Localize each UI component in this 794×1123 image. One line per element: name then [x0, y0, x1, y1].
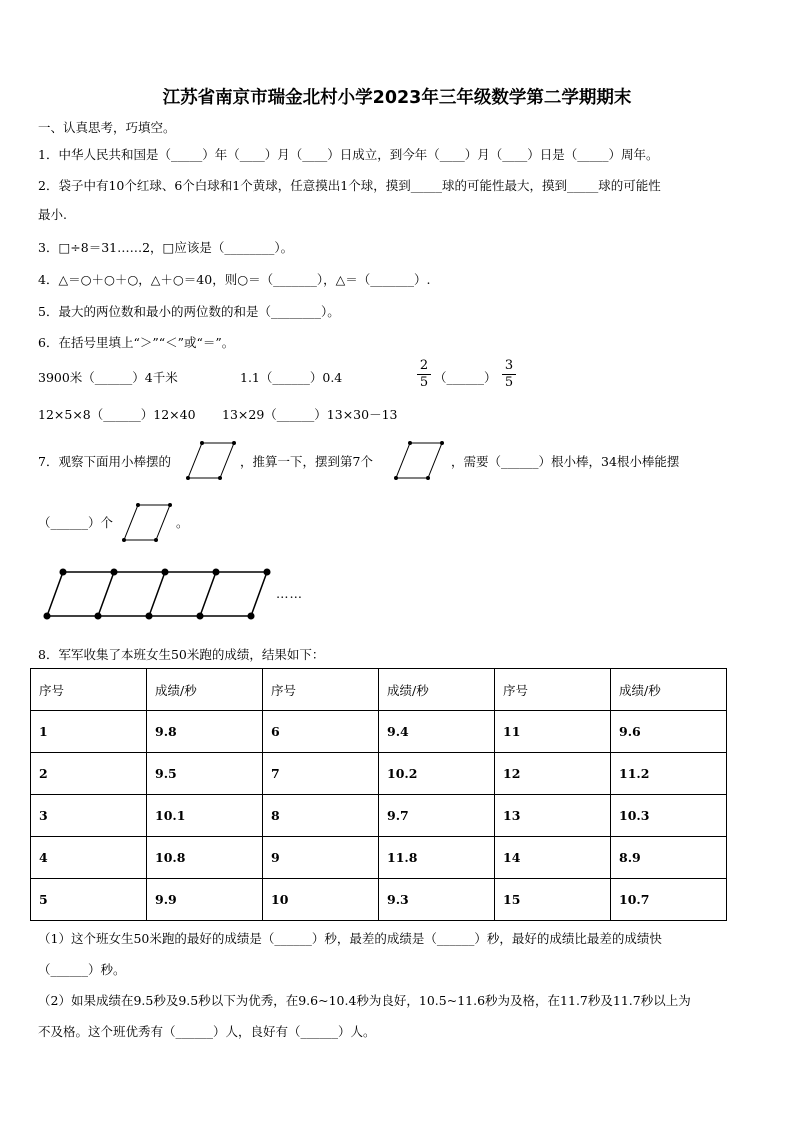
question-6-item-b: 1.1（______）0.4 — [240, 370, 343, 385]
fraction-numerator: 2 — [419, 358, 429, 373]
table-cell: 10.1 — [147, 795, 263, 837]
fraction-two-fifths — [414, 358, 434, 391]
table-cell: 10.2 — [379, 753, 495, 795]
table-cell: 4 — [31, 837, 147, 879]
question-8-part-2-line-1: （2）如果成绩在9.5秒及9.5秒以下为优秀，在9.6~10.4秒为良好，10.5~11.6秒为及格，在11.7秒及11.7秒以上为 — [38, 993, 691, 1008]
table-header-cell: 成绩/秒 — [147, 669, 263, 711]
table-cell: 9.3 — [379, 879, 495, 921]
table-row — [31, 711, 727, 753]
table-cell: 10 — [263, 879, 379, 921]
question-4: 4．△＝○＋○＋○，△＋○＝40，则○＝（_______），△＝（_______）. — [38, 272, 431, 287]
table-cell: 7 — [263, 753, 379, 795]
table-header-cell: 成绩/秒 — [611, 669, 727, 711]
question-6-item-c-blank: （______） — [434, 370, 497, 385]
parallelogram-figure-3 — [122, 502, 174, 542]
table-header-cell: 序号 — [263, 669, 379, 711]
table-row — [31, 795, 727, 837]
table-cell: 3 — [31, 795, 147, 837]
table-cell: 14 — [495, 837, 611, 879]
table-row — [31, 837, 727, 879]
table-row — [31, 879, 727, 921]
question-6-item-d: 12×5×8（______）12×40 — [38, 407, 196, 422]
question-7-part-3: ，需要（______）根小棒，34根小棒能摆 — [451, 454, 680, 469]
table-cell: 8 — [263, 795, 379, 837]
question-7-part-4: （______）个 — [38, 515, 114, 530]
question-1: 1．中华人民共和国是（_____）年（____）月（____）日成立，到今年（____）月（____）日是（_____）周年。 — [38, 147, 659, 162]
question-5: 5．最大的两位数和最小的两位数的和是（________）。 — [38, 304, 340, 319]
page-title: 江苏省南京市瑞金北村小学2023年三年级数学第二学期期末 — [162, 88, 632, 108]
question-3: 3．□÷8＝31……2，□应该是（________）。 — [38, 240, 294, 255]
table-cell: 12 — [495, 753, 611, 795]
table-cell: 10.8 — [147, 837, 263, 879]
question-6-item-a: 3900米（______）4千米 — [38, 370, 178, 385]
continuation-dots: …… — [276, 586, 303, 601]
table-header-cell: 序号 — [495, 669, 611, 711]
table-cell: 9.5 — [147, 753, 263, 795]
section-heading: 一、认真思考，巧填空。 — [38, 120, 176, 135]
question-6: 6．在括号里填上“＞”“＜”或“＝”。 — [38, 335, 235, 350]
table-cell: 9.7 — [379, 795, 495, 837]
stick-parallelogram-chain — [40, 568, 280, 620]
parallelogram-figure-1 — [186, 440, 238, 480]
table-cell: 8.9 — [611, 837, 727, 879]
table-header-cell: 成绩/秒 — [379, 669, 495, 711]
fraction-denominator: 5 — [504, 375, 514, 390]
table-cell: 11 — [495, 711, 611, 753]
fraction-numerator: 3 — [504, 358, 514, 373]
question-7-part-2: ，推算一下，摆到第7个 — [240, 454, 373, 469]
question-8-part-1-line-2: （______）秒。 — [38, 962, 126, 977]
fraction-denominator: 5 — [419, 375, 429, 390]
table-cell: 13 — [495, 795, 611, 837]
table-cell: 9.9 — [147, 879, 263, 921]
table-cell: 10.3 — [611, 795, 727, 837]
table-cell: 9.8 — [147, 711, 263, 753]
table-cell: 6 — [263, 711, 379, 753]
table-cell: 11.8 — [379, 837, 495, 879]
question-2-line-1: 2．袋子中有10个红球、6个白球和1个黄球，任意摸出1个球，摸到_____球的可能性最大，摸到_____球的可能性 — [38, 178, 661, 193]
table-cell: 9 — [263, 837, 379, 879]
parallelogram-figure-2 — [394, 440, 446, 480]
question-7-part-5: 。 — [176, 515, 189, 530]
scores-table — [30, 668, 727, 921]
table-cell: 11.2 — [611, 753, 727, 795]
table-cell: 15 — [495, 879, 611, 921]
question-6-item-e: 13×29（______）13×30－13 — [222, 407, 398, 422]
question-2-line-2: 最小. — [38, 207, 67, 222]
table-cell: 9.4 — [379, 711, 495, 753]
question-8-part-1-line-1: （1）这个班女生50米跑的最好的成绩是（______）秒，最差的成绩是（______）秒，最好的成绩比最差的成绩快 — [38, 931, 662, 946]
question-8-part-2-line-2: 不及格。这个班优秀有（______）人，良好有（______）人。 — [38, 1024, 376, 1039]
question-8: 8．军军收集了本班女生50米跑的成绩，结果如下： — [38, 647, 325, 662]
table-row — [31, 753, 727, 795]
table-header-row — [31, 669, 727, 711]
table-cell: 10.7 — [611, 879, 727, 921]
table-cell: 9.6 — [611, 711, 727, 753]
table-cell: 5 — [31, 879, 147, 921]
table-header-cell: 序号 — [31, 669, 147, 711]
question-7-part-1: 7．观察下面用小棒摆的 — [38, 454, 171, 469]
fraction-three-fifths — [499, 358, 519, 391]
table-cell: 2 — [31, 753, 147, 795]
table-cell: 1 — [31, 711, 147, 753]
